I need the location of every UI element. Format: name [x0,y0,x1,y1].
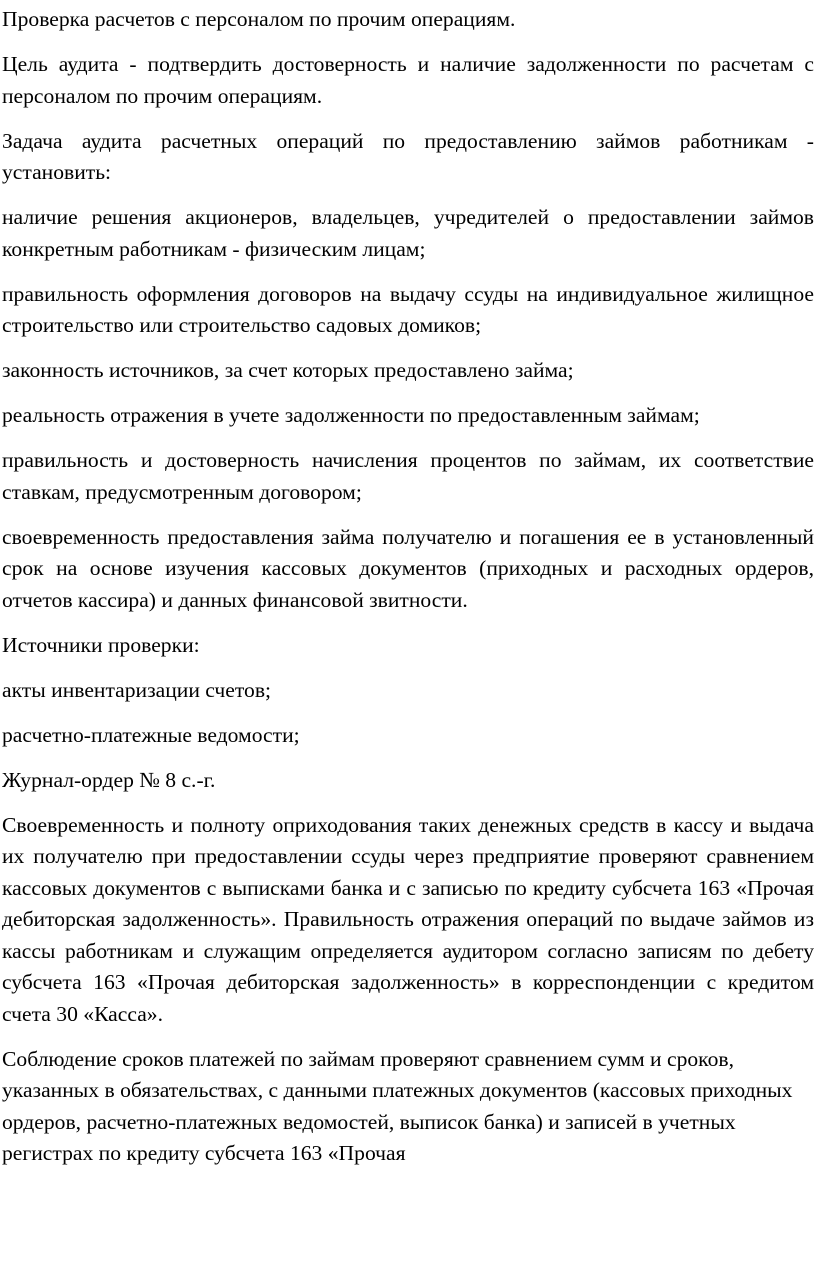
paragraph-audit-goal: Цель аудита - подтвердить достоверность и наличие задолженности по расчетам с персоналом по прочим операциям. [2,52,814,108]
paragraph-sources-heading: Источники проверки: [2,632,200,657]
paragraph-source-item: расчетно-платежные ведомости; [2,722,300,747]
paragraph-list-item: законность источников, за счет которых предоставлено займа; [2,358,574,382]
paragraph-source-item: Журнал-ордер № 8 с.-г. [2,767,216,792]
paragraph-source-item: акты инвентаризации счетов; [2,677,272,702]
paragraph-list-item: реальность отражения в учете задолженности по предоставленным займам; [2,403,700,427]
paragraph-heading: Проверка расчетов с персоналом по прочим операциям. [2,7,516,31]
paragraph-body: Своевременность и полноту оприходования таких денежных средств в кассу и выдача их получателю при предоставлении ссуды через предприятие проверяют сравнением кассовых документов с выписками банка и с записью по кредиту субсчета 163 «Прочая дебиторская задолженность». Правильность отражения операций по выдаче займов из кассы работникам и служащим определяется аудитором согласно записям по дебету субсчета 163 «Прочая дебиторская задолженность» в корреспонденции с кредитом счета 30 «Касса». [2,812,814,1026]
paragraph-list-item: наличие решения акционеров, владельцев, учредителей о предоставлении займов конкретным работникам - физическим лицам; [2,205,814,261]
paragraph-list-item: правильность оформления договоров на выдачу ссуды на индивидуальное жилищное строительство или строительство садовых домиков; [2,281,814,337]
paragraph-list-item: правильность и достоверность начисления процентов по займам, их соответствие ставкам, предусмотренным договором; [2,448,814,504]
paragraph-body: Соблюдение сроков платежей по займам проверяют сравнением сумм и сроков, указанных в обязательствах, с данными платежных документов (кассовых приходных ордеров, расчетно-платежных ведомостей, выписок банка) и записей в учетных регистрах по кредиту субсчета 163 «Прочая [2,1046,793,1165]
paragraph-list-item: своевременность предоставления займа получателю и погашения ее в установленный срок на основе изучения кассовых документов (приходных и расходных ордеров, отчетов кассира) и данных финансовой звитности. [2,524,814,612]
paragraph-audit-task: Задача аудита расчетных операций по предоставлению займов работникам - установить: [2,128,814,184]
